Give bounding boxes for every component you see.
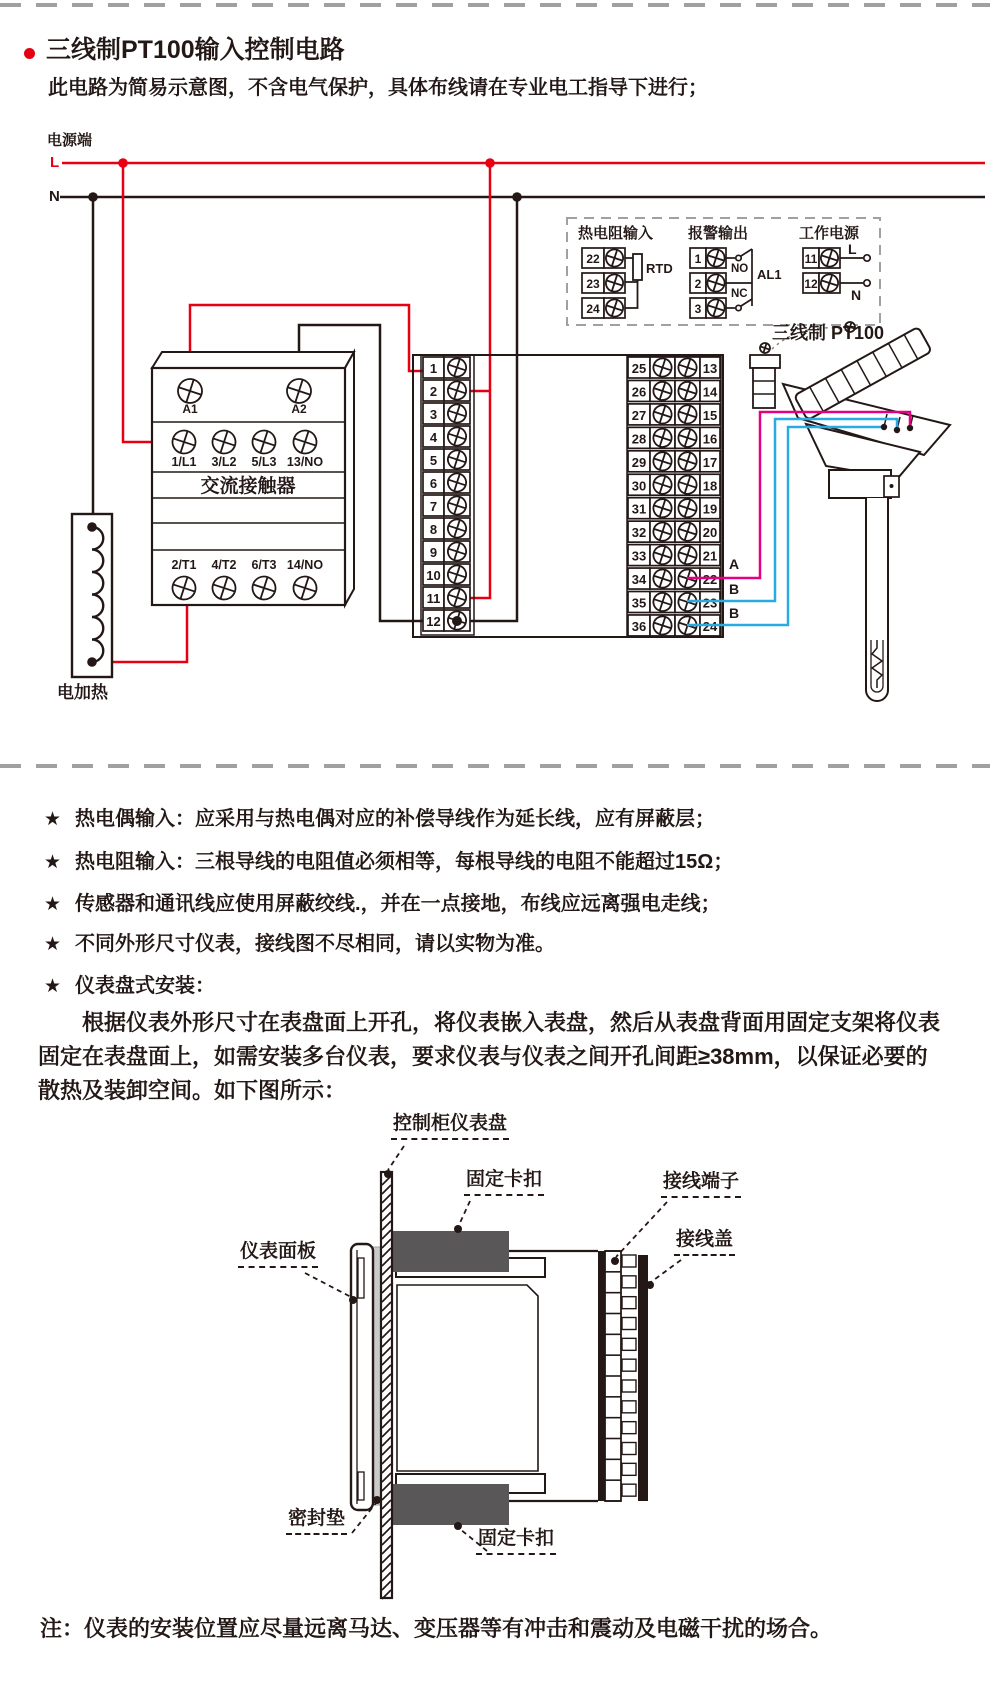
terminal-number: 12 bbox=[426, 614, 441, 629]
contactor-5l3-label: 5/L3 bbox=[251, 455, 277, 469]
line-l-label: L bbox=[50, 154, 60, 171]
page-subtitle: 此电路为简易示意图，不含电气保护，具体布线请在专业电工指导下进行； bbox=[48, 77, 708, 99]
terminal-number: 22 bbox=[586, 252, 600, 266]
io-strip-supply bbox=[803, 247, 840, 294]
sensor-title: 三线制 PT100 bbox=[772, 323, 885, 343]
page-title: 三线制PT100输入控制电路 bbox=[46, 36, 345, 64]
contactor bbox=[152, 352, 354, 605]
terminal-number: 33 bbox=[631, 548, 647, 564]
terminal-number: 6 bbox=[429, 476, 438, 491]
terminal-number: 16 bbox=[702, 431, 718, 447]
heater bbox=[72, 514, 112, 677]
panel-bar bbox=[381, 1172, 392, 1598]
terminal-number: 9 bbox=[429, 545, 438, 560]
terminal-number: 27 bbox=[631, 407, 647, 423]
note-text: 热电阻输入：三根导线的电阻值必须相等，每根导线的电阻不能超过15Ω； bbox=[75, 851, 734, 873]
terminal-number: 5 bbox=[429, 453, 438, 468]
line-n-label: N bbox=[49, 188, 60, 205]
note-text: 仪表盘式安装： bbox=[75, 975, 216, 997]
terminal-number: 4 bbox=[429, 430, 438, 445]
callout-terminal: 接线端子 bbox=[661, 1171, 741, 1198]
wiring-cover-bar bbox=[638, 1255, 648, 1501]
contactor-name: 交流接触器 bbox=[200, 476, 296, 497]
supply-n-label: N bbox=[851, 287, 862, 303]
middle-dashed-divider bbox=[0, 764, 990, 768]
star-icon: ★ bbox=[44, 934, 62, 955]
callout-panel: 控制柜仪表盘 bbox=[391, 1113, 509, 1140]
note-item-5 bbox=[44, 969, 215, 998]
terminal-number: 29 bbox=[631, 454, 647, 470]
terminal-number: 25 bbox=[631, 361, 647, 376]
footnote: 注：仪表的安装位置应尽量远离马达、变压器等有冲击和震动及电磁干扰的场合。 bbox=[40, 1616, 833, 1641]
terminal-number: 22 bbox=[702, 572, 718, 588]
callout-cover: 接线盖 bbox=[674, 1229, 735, 1256]
al1-label: AL1 bbox=[757, 267, 782, 282]
terminal-number: 28 bbox=[631, 431, 647, 447]
terminal-number: 10 bbox=[426, 568, 441, 583]
terminal-number: 2 bbox=[694, 277, 702, 291]
contactor-a1-label: A1 bbox=[182, 402, 198, 416]
wire-b1-label: B bbox=[729, 581, 740, 597]
star-icon: ★ bbox=[44, 894, 62, 915]
callout-front-panel: 仪表面板 bbox=[238, 1241, 318, 1268]
terminal-number: 1 bbox=[694, 252, 702, 266]
meter-body-display bbox=[397, 1285, 538, 1471]
terminal-number: 18 bbox=[702, 478, 718, 494]
supply-pigtails bbox=[840, 255, 870, 286]
callout-clip-top: 固定卡扣 bbox=[464, 1169, 544, 1196]
no-contact-label: NO bbox=[731, 263, 749, 275]
note-text: 传感器和通讯线应使用屏蔽绞线.，并在一点接地，布线应远离强电走线； bbox=[75, 893, 721, 915]
rtd-label: RTD bbox=[646, 261, 673, 276]
terminal-number: 21 bbox=[702, 548, 718, 564]
sensor-probe bbox=[866, 498, 888, 701]
contactor-a2-label: A2 bbox=[291, 402, 307, 416]
terminal-number: 26 bbox=[631, 384, 647, 400]
contactor-6t3-label: 6/T3 bbox=[251, 558, 277, 572]
terminal-number: 24 bbox=[702, 618, 718, 634]
install-paragraph: 根据仪表外形尺寸在表盘面上开孔，将仪表嵌入表盘，然后从表盘背面用固定支架将仪表固定在表盘面上，如需安装多台仪表，要求仪表与仪表之间开孔间距≥38mm，以保证必要的散热及装卸空间。如下图所示： bbox=[38, 1010, 941, 1103]
terminal-number: 3 bbox=[429, 407, 438, 422]
rtd-input-title: 热电阻输入 bbox=[578, 225, 654, 242]
terminal-number: 24 bbox=[586, 302, 600, 316]
terminal-number: 35 bbox=[631, 595, 647, 611]
wire-l-to-terminal11 bbox=[470, 163, 490, 598]
contactor-2t1-label: 2/T1 bbox=[171, 558, 197, 572]
terminal-number: 30 bbox=[631, 478, 647, 494]
sealing-gasket bbox=[373, 1247, 381, 1505]
contactor-1l1-label: 1/L1 bbox=[171, 455, 197, 469]
supply-l-label: L bbox=[848, 241, 857, 257]
fixing-clip-top bbox=[392, 1231, 509, 1272]
terminal-number: 19 bbox=[702, 501, 718, 517]
note-item-4 bbox=[44, 927, 555, 956]
contactor-4t2-label: 4/T2 bbox=[211, 558, 237, 572]
pt100-sensor bbox=[750, 321, 950, 701]
callout-clip-bottom: 固定卡扣 bbox=[476, 1528, 556, 1555]
terminal-number: 23 bbox=[586, 277, 600, 291]
note-text: 不同外形尺寸仪表，接线图不尽相同，请以实物为准。 bbox=[75, 933, 556, 955]
wire-b2-label: B bbox=[729, 605, 740, 621]
note-item-2 bbox=[44, 845, 733, 874]
note-item-1 bbox=[44, 802, 715, 831]
io-strip-rtd bbox=[582, 247, 625, 319]
terminal-number: 7 bbox=[429, 499, 438, 514]
power-side-label: 电源端 bbox=[47, 132, 93, 149]
terminal12-junction-dot bbox=[452, 616, 462, 626]
alarm-output-title: 报警输出 bbox=[688, 225, 749, 242]
terminal-number: 32 bbox=[631, 525, 647, 541]
nc-contact-label: NC bbox=[731, 288, 748, 300]
wire-a-label: A bbox=[729, 556, 740, 572]
note-item-3 bbox=[44, 887, 721, 916]
terminal-number: 11 bbox=[804, 252, 818, 266]
terminal-number: 8 bbox=[429, 522, 438, 537]
io-strip-alarm bbox=[690, 247, 727, 319]
terminal-number: 20 bbox=[702, 525, 718, 541]
contactor-14no-label: 14/NO bbox=[286, 558, 324, 572]
fixing-clip-bottom bbox=[392, 1484, 509, 1525]
terminal-strip-right bbox=[628, 356, 720, 637]
terminal-number: 36 bbox=[631, 618, 647, 634]
star-icon: ★ bbox=[44, 976, 62, 997]
working-power-title: 工作电源 bbox=[799, 225, 860, 242]
sensor-screw-icon bbox=[759, 342, 772, 355]
terminal-number: 14 bbox=[702, 384, 718, 400]
terminal-number: 11 bbox=[426, 591, 441, 606]
contactor-13no-label: 13/NO bbox=[286, 455, 324, 469]
terminal-number: 31 bbox=[631, 501, 647, 517]
contactor-3l2-label: 3/L2 bbox=[211, 455, 237, 469]
terminal-number: 12 bbox=[804, 277, 818, 291]
terminal-number: 2 bbox=[429, 384, 438, 399]
alarm-relay-contact bbox=[726, 249, 752, 311]
terminal-strip-left bbox=[423, 356, 470, 632]
terminal-block-ladder bbox=[598, 1251, 636, 1501]
terminal-number: 34 bbox=[631, 572, 647, 588]
heater-label: 电加热 bbox=[57, 683, 108, 702]
callout-gasket: 密封垫 bbox=[286, 1508, 347, 1535]
power-bus bbox=[60, 158, 985, 202]
star-icon: ★ bbox=[44, 852, 62, 873]
terminal-number: 17 bbox=[702, 454, 718, 470]
terminal-number: 13 bbox=[702, 361, 718, 376]
terminal-number: 15 bbox=[702, 407, 718, 423]
terminal-number: 1 bbox=[429, 361, 438, 376]
screw-terminal-icon bbox=[759, 342, 772, 355]
terminal-number: 3 bbox=[694, 302, 702, 316]
terminal-number: 23 bbox=[702, 595, 718, 611]
note-text: 热电偶输入：应采用与热电偶对应的补偿导线作为延长线，应有屏蔽层； bbox=[75, 808, 716, 830]
star-icon: ★ bbox=[44, 809, 62, 830]
